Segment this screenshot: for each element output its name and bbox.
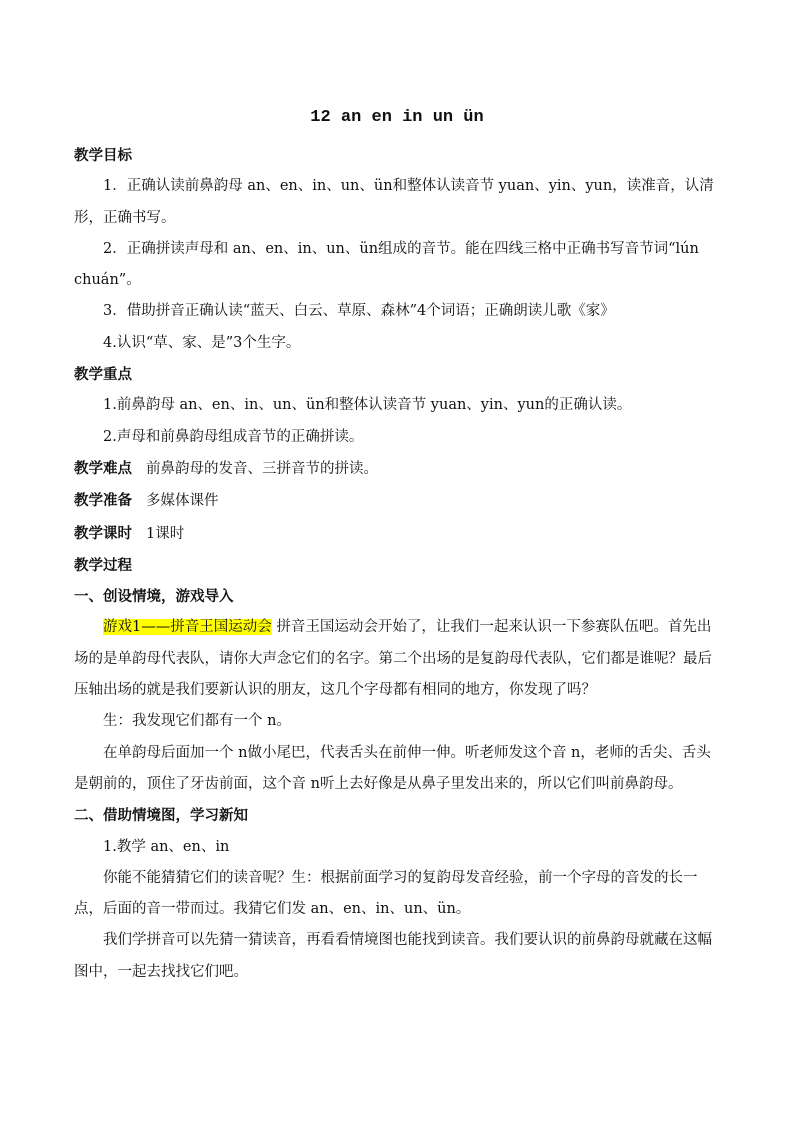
part1-heading: 一、创设情境，游戏导入 [74, 588, 234, 606]
hours-label: 教学课时 [74, 524, 132, 542]
objective-item-2: 2．正确拼读声母和 an、en、in、un、ün组成的音节。能在四线三格中正确书写音节词“lún chuán”。 [74, 240, 699, 289]
part2-paragraph-1: 你能不能猜猜它们的读音呢？生：根据前面学习的复韵母发音经验，前一个字母的音发的长一点，后面的音一带而过。我猜它们发 an、en、in、un、ün。 [74, 869, 698, 918]
objective-item-1: 1．正确认读前鼻韵母 an、en、in、un、ün和整体认读音节 yuan、yin、yun，读准音，认清形，正确书写。 [74, 178, 714, 226]
objective-item-3: 3．借助拼音正确认读“蓝天、白云、草原、森林”4个词语；正确朗读儿歌《家》 [103, 303, 615, 320]
key-point-item-2: 2.声母和前鼻韵母组成音节的正确拼读。 [103, 428, 364, 445]
objectives-heading: 教学目标 [74, 147, 132, 164]
hours-row [74, 518, 720, 550]
key-point-item-1: 1.前鼻韵母 an、en、in、un、ün和整体认读音节 yuan、yin、yun的正确认读。 [103, 397, 632, 414]
preparation-value: 多媒体课件 [146, 493, 219, 510]
game-highlight: 游戏1——拼音王国运动会 [103, 619, 272, 636]
part2-subheading: 1.教学 an、en、in [103, 838, 230, 855]
objective-item-4: 4.认识“草、家、是”3个生字。 [103, 334, 301, 351]
key-points-heading: 教学重点 [74, 366, 132, 384]
difficulty-row [74, 453, 720, 485]
preparation-label: 教学准备 [74, 492, 132, 510]
hours-value: 1课时 [146, 525, 185, 542]
part2-paragraph-2: 我们学拼音可以先猜一猜读音，再看看情境图也能找到读音。我们要认识的前鼻韵母就藏在这幅图中，一起去找找它们吧。 [74, 932, 712, 980]
student-answer: 生：我发现它们都有一个 n。 [103, 713, 291, 730]
process-heading: 教学过程 [74, 556, 132, 574]
difficulty-label: 教学难点 [74, 459, 132, 477]
explain-paragraph: 在单韵母后面加一个 n做小尾巴，代表舌头在前伸一伸。听老师发这个音 n，老师的舌尖、舌头是朝前的，顶住了牙齿前面，这个音 n听上去好像是从鼻子里发出来的，所以它们叫前鼻韵母。 [74, 744, 711, 792]
game-text: 拼音王国运动会开始了，让我们一起来认识一下参赛队伍吧。首先出场的是单韵母代表队，请你大声念它们的名字。第二个出场的是复韵母代表队，它们都是谁呢？最后压轴出场的就是我们要新认识的朋友，这几个字母都有相同的地方，你发现了吗？ [74, 619, 712, 699]
preparation-row [74, 485, 720, 517]
part2-heading: 二、借助情境图，学习新知 [74, 807, 248, 825]
game-paragraph [74, 612, 720, 706]
difficulty-value: 前鼻韵母的发音、三拼音节的拼读。 [146, 460, 378, 477]
lesson-title: 12 an en in un ün [310, 108, 484, 127]
